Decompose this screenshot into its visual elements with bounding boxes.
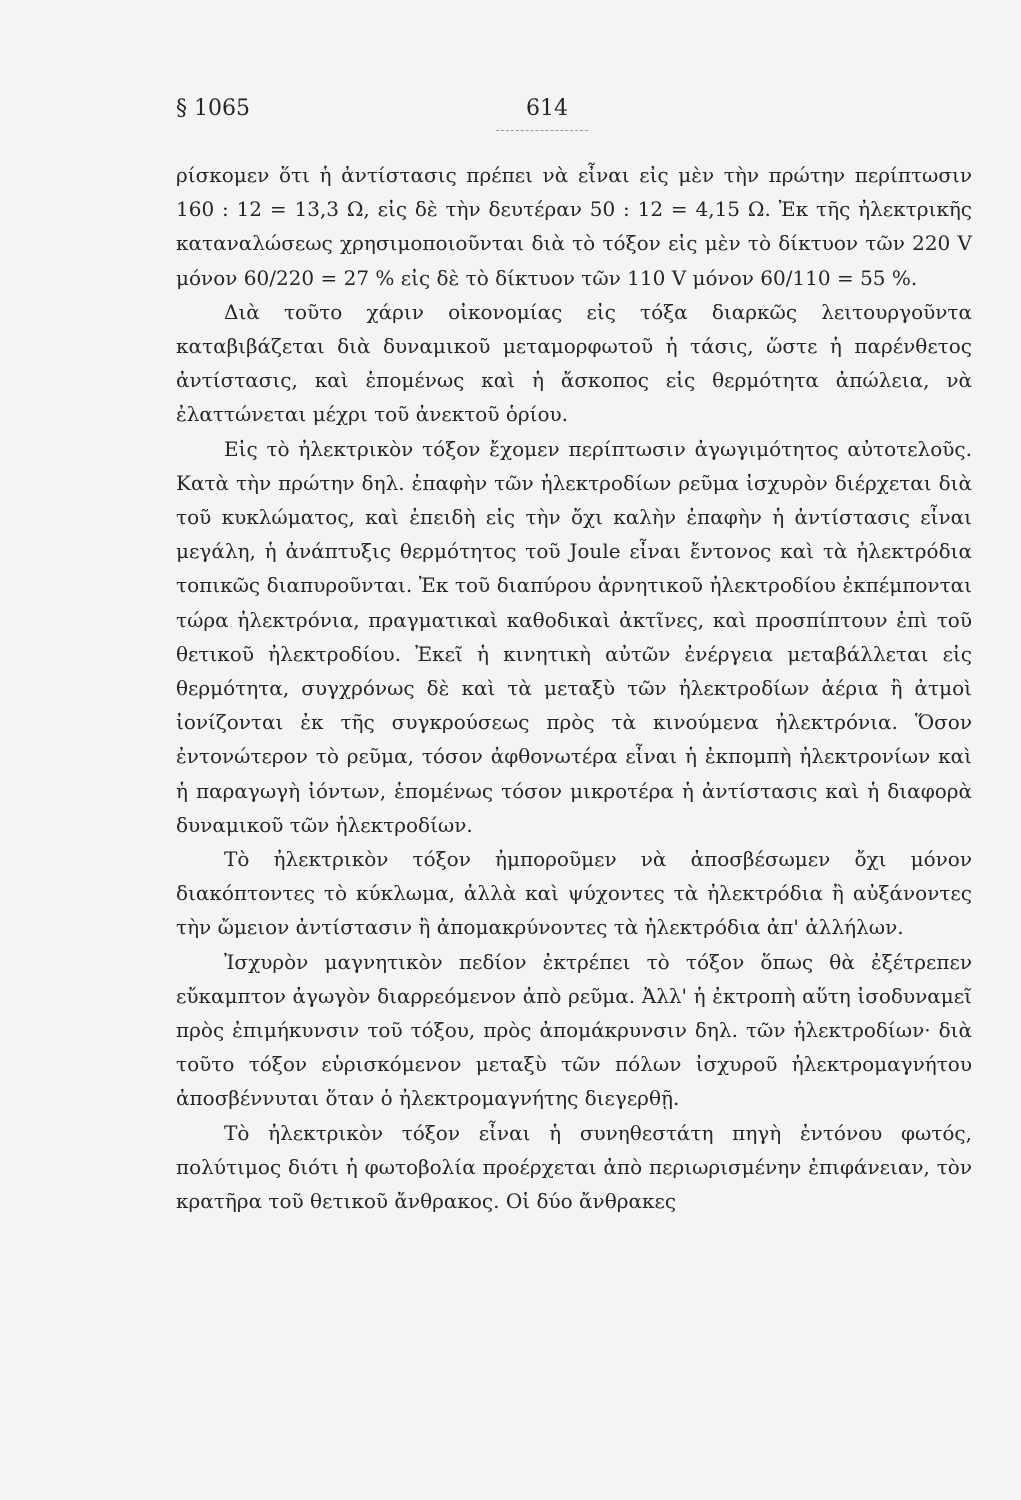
paragraph-1: ρίσκομεν ὅτι ἡ ἀντίστασις πρέπει νὰ εἶναι εἰς μὲν τὴν πρώτην περίπτωσιν 160 : 12 = 13,3 Ω, εἰς δὲ τὴν δευτέραν 50 : 12 = 4,15 Ω. Ἐκ τῆς ἠλεκτρικῆς καταναλώσεως χρησιμοποιοῦνται διὰ τὸ τόξον εἰς μὲν τὸ δίκτυον τῶν 220 V μόνον 60/220 = 27 % εἰς δὲ τὸ δίκτυον τῶν 110 V μόνον 60/110 = 55 %.	[176, 163, 972, 290]
paragraph-4: Τὸ ἠλεκτρικὸν τόξον ἠμποροῦμεν νὰ ἀποσβέσωμεν ὄχι μόνον διακόπτοντες τὸ κύκλωμα, ἀλλὰ καὶ ψύχοντες τὰ ἠλεκτρόδια ἢ αὐξάνοντες τὴν ὤμειον ἀντίστασιν ἢ ἀπομακρύνοντες τὰ ἠλεκτρόδια ἀπ' ἀλλήλων.	[176, 847, 972, 940]
body-text	[176, 158, 972, 1218]
paragraph-3: Εἰς τὸ ἠλεκτρικὸν τόξον ἔχομεν περίπτωσιν ἀγωγιμότητος αὐτοτελοῦς. Κατὰ τὴν πρώτην δηλ. ἐπαφὴν τῶν ἠλεκτροδίων ρεῦμα ἰσχυρὸν διέρχεται διὰ τοῦ κυκλώματος, καὶ ἐπειδὴ εἰς τὴν ὄχι καλὴν ἐπαφὴν ἡ ἀντίστασις εἶναι μεγάλη, ἡ ἀνάπτυξις θερμότητος τοῦ Joule εἶναι ἔντονος καὶ τὰ ἠλεκτρόδια τοπικῶς διαπυροῦνται. Ἐκ τοῦ διαπύρου ἀρνητικοῦ ἠλεκτροδίου ἐκπέμπονται τώρα ἠλεκτρόνια, πραγματικαὶ καθοδικαὶ ἀκτῖνες, καὶ προσπίπτουν ἐπὶ τοῦ θετικοῦ ἠλεκτροδίου. Ἐκεῖ ἡ κινητικὴ αὐτῶν ἐνέργεια μεταβάλλεται εἰς θερμότητα, συγχρόνως δὲ καὶ τὰ μεταξὺ τῶν ἠλεκτροδίων ἀέρια ἢ ἀτμοὶ ἰονίζονται ἐκ τῆς συγκρούσεως πρὸς τὰ κινούμενα ἠλεκτρόνια. Ὅσον ἐντονώτερον τὸ ρεῦμα, τόσον ἀφθονωτέρα εἶναι ἡ ἐκπομπὴ ἠλεκτρονίων καὶ ἡ παραγωγὴ ἰόντων, ἑπομένως τόσον μικροτέρα ἡ ἀντίστασις καὶ ἡ διαφορὰ δυναμικοῦ τῶν ἠλεκτροδίων.	[176, 436, 972, 837]
page-number: 614	[526, 96, 568, 121]
paragraph-2: Διὰ τοῦτο χάριν οἰκονομίας εἰς τόξα διαρκῶς λειτουργοῦντα καταβιβάζεται διὰ δυναμικοῦ μεταμορφωτοῦ ἡ τάσις, ὥστε ἡ παρένθετος ἀντίστασις, καὶ ἑπομένως καὶ ἡ ἄσκοπος εἰς θερμότητα ἀπώλεια, νὰ ἐλαττώνεται μέχρι τοῦ ἀνεκτοῦ ὁρίου.	[176, 299, 972, 427]
page-header	[176, 96, 976, 136]
header-rule	[496, 130, 588, 131]
paragraph-6: Τὸ ἠλεκτρικὸν τόξον εἶναι ἡ συνηθεστάτη πηγὴ ἐντόνου φωτός, πολύτιμος διότι ἡ φωτοβολία προέρχεται ἀπὸ περιωρισμένην ἐπιφάνειαν, τὸν κρατῆρα τοῦ θετικοῦ ἄνθρακος. Οἱ δύο ἄνθρακες	[176, 1120, 972, 1214]
section-number: § 1065	[176, 96, 250, 121]
paragraph-5: Ἰσχυρὸν μαγνητικὸν πεδίον ἐκτρέπει τὸ τόξον ὅπως θὰ ἐξέτρεπεν εὔκαμπτον ἀγωγὸν διαρρεόμενον ἀπὸ ρεῦμα. Ἀλλ' ἡ ἐκτροπὴ αὕτη ἰσοδυναμεῖ πρὸς ἐπιμήκυνσιν τοῦ τόξου, πρὸς ἀπομάκρυνσιν δηλ. τῶν ἠλεκτροδίων· διὰ τοῦτο τόξον εὑρισκόμενον μεταξὺ τῶν πόλων ἰσχυροῦ ἠλεκτρομαγνήτου ἀποσβέννυται ὅταν ὁ ἠλεκτρομαγνήτης διεγερθῇ.	[176, 949, 972, 1111]
